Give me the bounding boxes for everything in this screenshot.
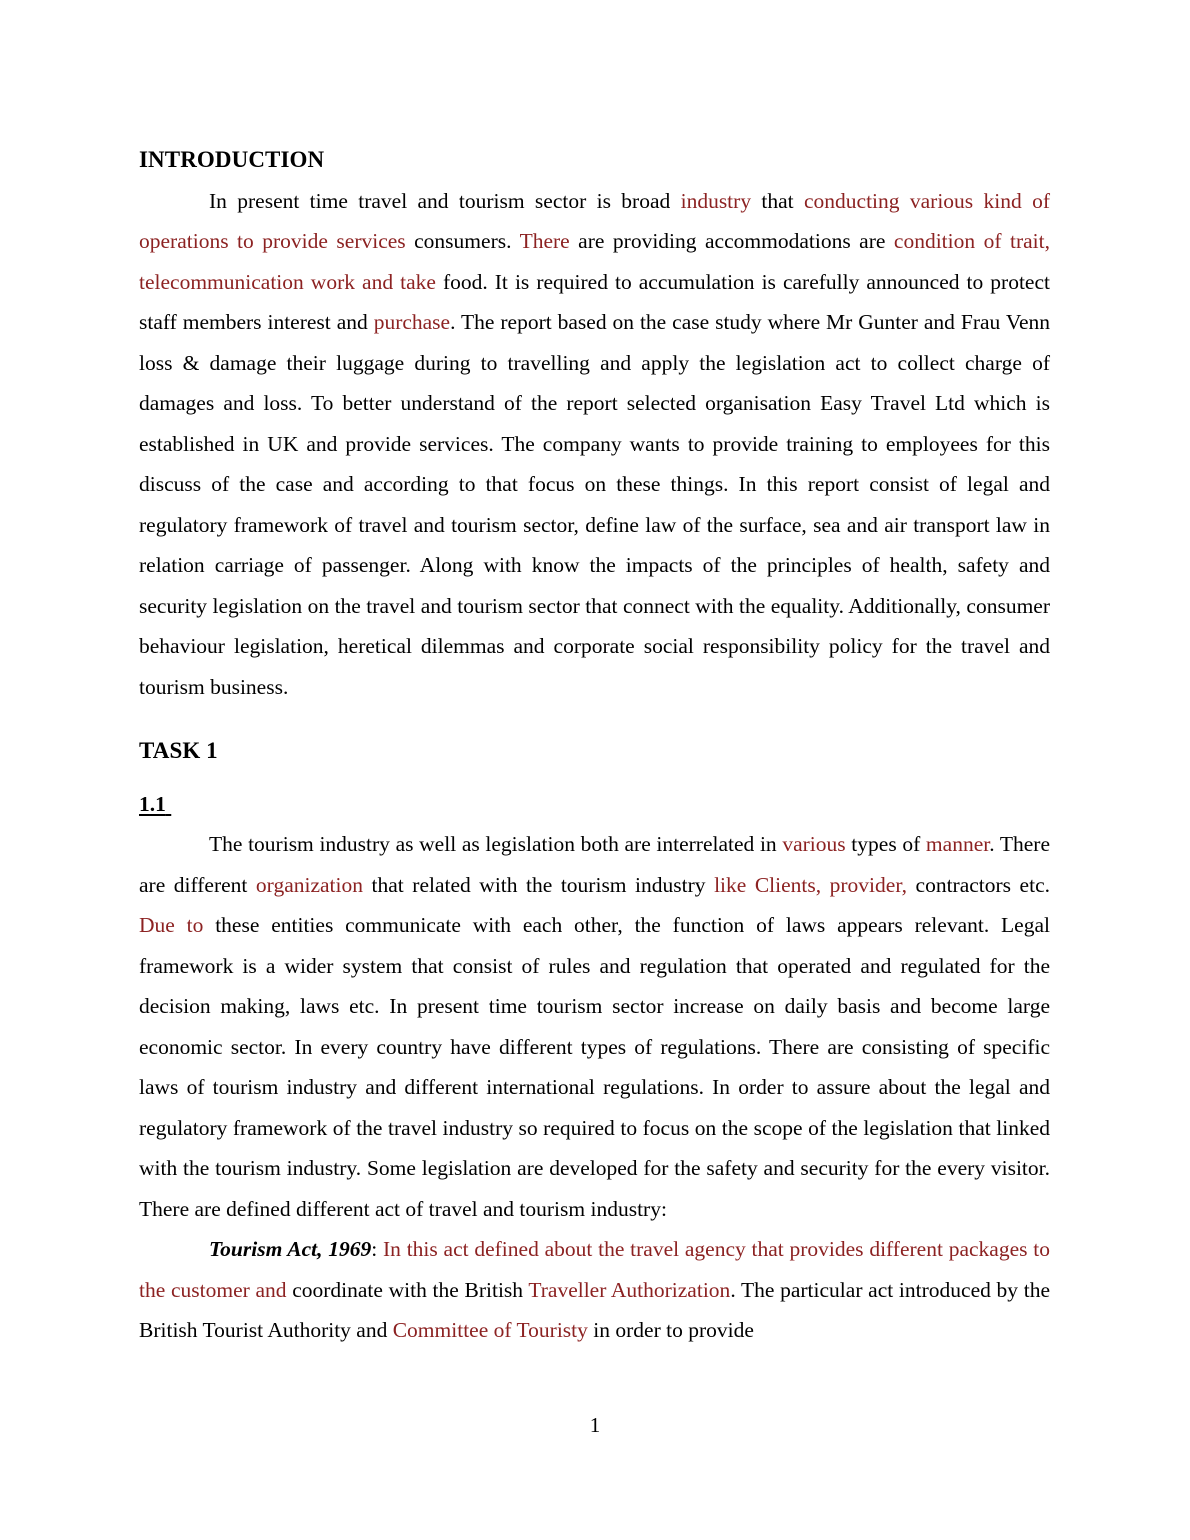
- text-run: The tourism industry as well as legislation both are interrelated in: [209, 832, 783, 856]
- highlighted-text-run: like Clients, provider,: [714, 872, 907, 897]
- text-run: . There are different: [139, 832, 1050, 897]
- highlighted-text-run: In this act defined about the travel agency that provides different packages to the customer and: [139, 1237, 1050, 1302]
- text-run: coordinate with the British: [286, 1277, 529, 1302]
- text-run: :: [371, 1237, 384, 1261]
- text-run: contractors etc.: [907, 872, 1050, 897]
- paragraph-introduction: [139, 181, 1050, 708]
- heading-task-1: TASK 1: [139, 738, 218, 763]
- highlighted-text-run: organization: [255, 872, 363, 897]
- section-number-underline-tail: [166, 792, 171, 816]
- document-content: [139, 140, 1050, 1351]
- text-run: In present time travel and tourism sector is broad: [209, 188, 681, 213]
- paragraph-section-1-1: [139, 824, 1050, 1229]
- highlighted-text-run: manner: [925, 832, 990, 856]
- heading-introduction: INTRODUCTION: [139, 147, 325, 172]
- text-run: that: [751, 188, 804, 213]
- text-run: . The particular act introduced by the British Tourist Authority and: [139, 1277, 1051, 1342]
- highlighted-text-run: There: [519, 229, 570, 253]
- highlighted-text-run: condition of trait, telecommunication work and take: [139, 229, 1050, 294]
- text-run: . The report based on the case study where Mr Gunter and Frau Venn loss & damage their luggage during to travelling and apply the legislation act to collect charge of damages and loss. To better understand of the report selected organisation Easy Travel Ltd which is established in UK and provide services. The company wants to provide training to employees for this discuss of the case and according to that focus on these things. In this report consist of legal and regulatory framework of travel and tourism sector, define law of the surface, sea and air transport law in relation carriage of passenger. Along with know the impacts of the principles of health, safety and security legislation on the travel and tourism sector that connect with the equality. Additionally, consumer behaviour legislation, heretical dilemmas and corporate social responsibility policy for the travel and tourism business.: [139, 310, 1051, 699]
- text-run: consumers.: [405, 229, 520, 253]
- highlighted-text-run: various: [782, 832, 846, 856]
- highlighted-text-run: Traveller Authorization: [528, 1277, 731, 1302]
- text-run: types of: [845, 832, 926, 856]
- highlighted-text-run: industry: [680, 188, 752, 213]
- section-number-label: 1.1: [139, 791, 166, 816]
- text-run: food. It is required to accumulation is carefully announced to protect staff members interest and: [139, 269, 1050, 334]
- text-run: that related with the tourism industry: [363, 872, 715, 897]
- highlighted-text-run: conducting various kind of operations to provide services: [139, 188, 1050, 253]
- highlighted-text-run: Due to: [139, 913, 204, 937]
- act-title-run: Tourism Act, 1969: [209, 1237, 372, 1261]
- heading-section-1-1: [139, 784, 1050, 825]
- page-number: 1: [589, 1413, 601, 1437]
- text-run: these entities communicate with each other, the function of laws appears relevant. Legal framework is a wider system that consist of rules and regulation that operated and regulated for the decision making, laws etc. In present time tourism sector increase on daily basis and become large economic sector. In every country have different types of regulations. There are consisting of specific laws of tourism industry and different international regulations. In order to assure about the legal and regulatory framework of the travel industry so required to focus on the scope of the legislation that linked with the tourism industry. Some legislation are developed for the safety and security for the every visitor. There are defined different act of travel and tourism industry:: [139, 913, 1050, 1221]
- text-run: in order to provide: [587, 1318, 754, 1342]
- paragraph-tourism-act: [139, 1229, 1050, 1351]
- highlighted-text-run: purchase: [373, 310, 451, 334]
- text-run: are providing accommodations are: [569, 229, 894, 253]
- highlighted-text-run: Committee of Touristy: [392, 1318, 588, 1342]
